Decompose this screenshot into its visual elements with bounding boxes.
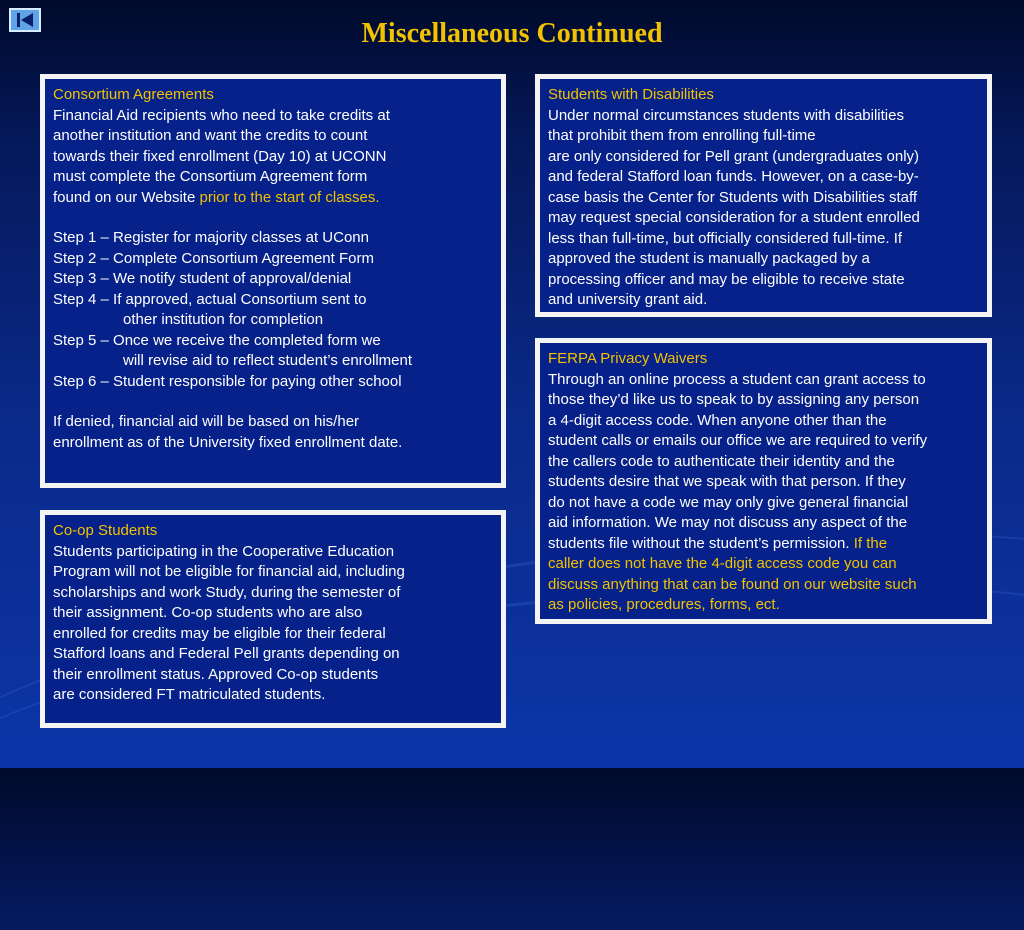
text-line: Under normal circumstances students with disabilities xyxy=(548,106,904,124)
text-line xyxy=(548,534,979,555)
text-line: Through an online process a student can grant access to xyxy=(548,370,926,388)
text-line: towards their fixed enrollment (Day 10) at UCONN xyxy=(53,147,387,165)
text-line: must complete the Consortium Agreement form xyxy=(53,168,368,185)
consortium-heading: Consortium Agreements xyxy=(53,86,214,103)
text-line: students desire that we speak with that person. If they xyxy=(548,473,906,490)
text-line: do not have a code we may only give general financial xyxy=(548,493,909,511)
step-line: Step 1 – Register for majority classes at UConn xyxy=(53,229,369,246)
text-line: Financial Aid recipients who need to take credits at xyxy=(53,106,390,124)
step-line: other institution for completion xyxy=(123,311,324,328)
ferpa-privacy-waivers-box xyxy=(535,338,992,624)
text-line: aid information. We may not discuss any aspect of the xyxy=(548,514,908,531)
text-line: enrolled for credits may be eligible for their federal xyxy=(53,624,386,642)
text-line: their enrollment status. Approved Co-op students xyxy=(53,665,379,683)
text-line: enrollment as of the University fixed enrollment date. xyxy=(53,433,403,451)
students-with-disabilities-box xyxy=(535,74,992,317)
text-line: the callers code to authenticate their identity and the xyxy=(548,452,895,470)
text-line: If denied, financial aid will be based on his/her xyxy=(53,413,360,430)
warning-line: discuss anything that can be found on our website such xyxy=(548,575,917,593)
consortium-agreements-box xyxy=(40,74,506,488)
step-line: Step 4 – If approved, actual Consortium sent to xyxy=(53,290,367,308)
warning-highlight: If the xyxy=(853,534,888,552)
text-line: Stafford loans and Federal Pell grants depending on xyxy=(53,645,400,662)
text-line: processing officer and may be eligible to receive state xyxy=(548,270,905,288)
ferpa-heading: FERPA Privacy Waivers xyxy=(548,350,708,367)
text-fragment: students file without the student’s permission. xyxy=(548,534,854,552)
text-line: a 4-digit access code. When anyone other than the xyxy=(548,411,887,429)
text-line xyxy=(53,188,493,209)
text-line: another institution and want the credits to count xyxy=(53,127,368,144)
coop-students-box xyxy=(40,510,506,728)
text-line: and federal Stafford loan funds. However, on a case-by- xyxy=(548,168,919,185)
text-line: student calls or emails our office we are required to verify xyxy=(548,432,928,449)
text-line: are only considered for Pell grant (undergraduates only) xyxy=(548,147,920,165)
step-line: Step 5 – Once we receive the completed form we xyxy=(53,331,381,349)
step-line: will revise aid to reflect student’s enrollment xyxy=(123,352,413,369)
text-line: and university grant aid. xyxy=(548,291,708,308)
disabilities-heading: Students with Disabilities xyxy=(548,86,714,103)
deadline-highlight: prior to the start of classes. xyxy=(199,188,380,206)
step-line: Step 2 – Complete Consortium Agreement Form xyxy=(53,249,374,267)
text-line: Students participating in the Cooperative Education xyxy=(53,542,395,560)
text-line: approved the student is manually packaged by a xyxy=(548,250,870,267)
text-line: Program will not be eligible for financial aid, including xyxy=(53,563,405,580)
text-line: may request special consideration for a student enrolled xyxy=(548,209,920,226)
text-line: less than full-time, but officially considered full-time. If xyxy=(548,229,903,247)
page-title: Miscellaneous Continued xyxy=(361,18,663,49)
coop-heading: Co-op Students xyxy=(53,522,158,539)
text-line: are considered FT matriculated students. xyxy=(53,686,326,703)
text-fragment: found on our Website xyxy=(53,188,200,206)
text-line: case basis the Center for Students with Disabilities staff xyxy=(548,188,918,206)
warning-line: as policies, procedures, forms, ect. xyxy=(548,596,780,613)
text-line: those they’d like us to speak to by assigning any person xyxy=(548,391,920,408)
step-line: Step 6 – Student responsible for paying other school xyxy=(53,372,402,390)
spacer xyxy=(53,208,493,228)
spacer xyxy=(53,392,493,412)
text-line: scholarships and work Study, during the semester of xyxy=(53,583,401,601)
warning-line: caller does not have the 4-digit access code you can xyxy=(548,555,897,572)
text-line: their assignment. Co-op students who are also xyxy=(53,604,363,621)
text-line: that prohibit them from enrolling full-time xyxy=(548,127,816,144)
step-line: Step 3 – We notify student of approval/denial xyxy=(53,270,352,287)
